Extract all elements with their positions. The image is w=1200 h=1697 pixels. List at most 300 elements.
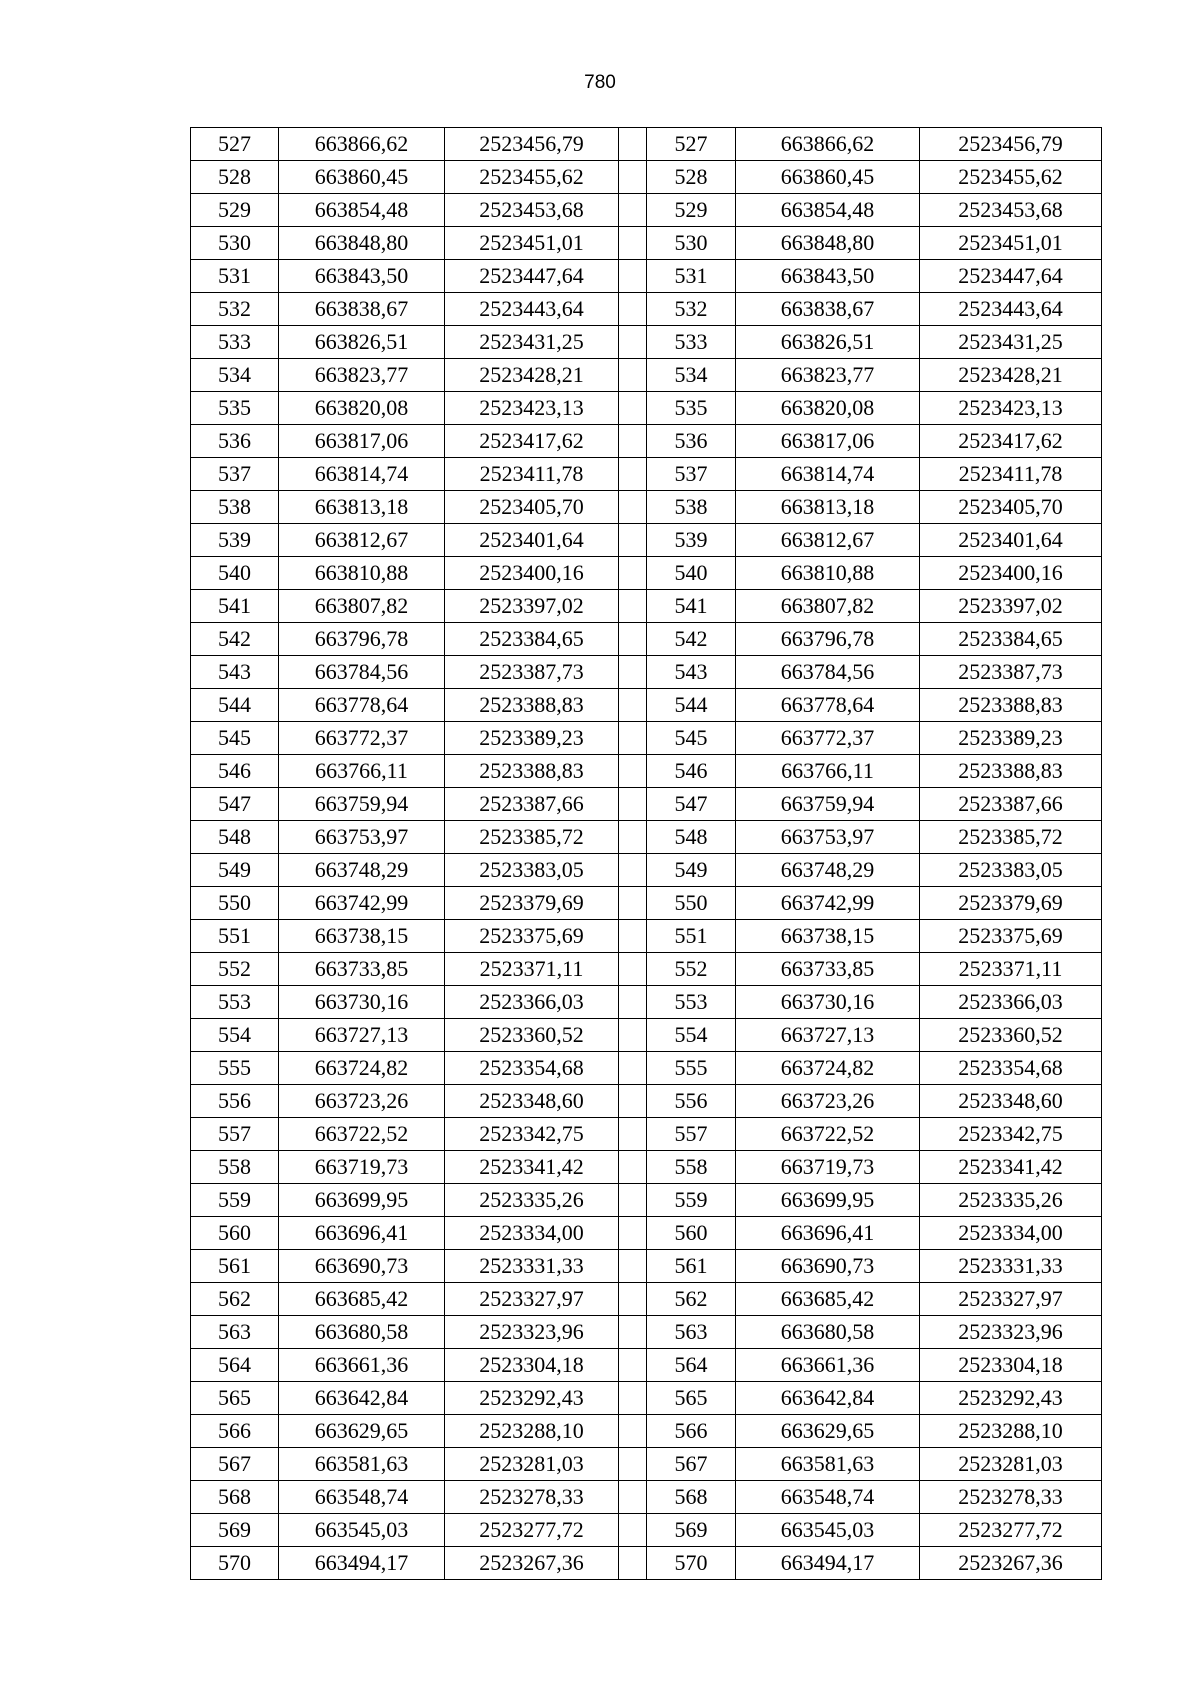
spacer-cell — [619, 1118, 647, 1151]
point-number-cell: 535 — [191, 392, 279, 425]
table-row — [191, 953, 1102, 986]
spacer-cell — [619, 293, 647, 326]
x-coordinate-cell: 663860,45 — [736, 161, 920, 194]
x-coordinate-cell: 663724,82 — [279, 1052, 445, 1085]
x-coordinate-cell: 663696,41 — [279, 1217, 445, 1250]
x-coordinate-cell: 663629,65 — [279, 1415, 445, 1448]
point-number-cell: 536 — [647, 425, 736, 458]
x-coordinate-cell: 663722,52 — [279, 1118, 445, 1151]
point-number-cell: 559 — [647, 1184, 736, 1217]
x-coordinate-cell: 663545,03 — [736, 1514, 920, 1547]
point-number-cell: 529 — [191, 194, 279, 227]
point-number-cell: 562 — [191, 1283, 279, 1316]
spacer-cell — [619, 1349, 647, 1382]
table-row — [191, 821, 1102, 854]
point-number-cell: 552 — [647, 953, 736, 986]
point-number-cell: 545 — [647, 722, 736, 755]
table-row — [191, 986, 1102, 1019]
spacer-cell — [619, 1547, 647, 1580]
x-coordinate-cell: 663730,16 — [736, 986, 920, 1019]
table-row — [191, 1316, 1102, 1349]
x-coordinate-cell: 663812,67 — [279, 524, 445, 557]
point-number-cell: 531 — [647, 260, 736, 293]
x-coordinate-cell: 663719,73 — [736, 1151, 920, 1184]
point-number-cell: 550 — [647, 887, 736, 920]
point-number-cell: 556 — [647, 1085, 736, 1118]
y-coordinate-cell: 2523335,26 — [445, 1184, 619, 1217]
spacer-cell — [619, 425, 647, 458]
coordinates-table-body — [191, 128, 1102, 1580]
spacer-cell — [619, 887, 647, 920]
y-coordinate-cell: 2523354,68 — [920, 1052, 1102, 1085]
point-number-cell: 564 — [191, 1349, 279, 1382]
y-coordinate-cell: 2523453,68 — [445, 194, 619, 227]
x-coordinate-cell: 663820,08 — [736, 392, 920, 425]
x-coordinate-cell: 663690,73 — [736, 1250, 920, 1283]
spacer-cell — [619, 161, 647, 194]
spacer-cell — [619, 1283, 647, 1316]
x-coordinate-cell: 663723,26 — [279, 1085, 445, 1118]
table-row — [191, 1085, 1102, 1118]
point-number-cell: 554 — [647, 1019, 736, 1052]
point-number-cell: 537 — [647, 458, 736, 491]
point-number-cell: 551 — [191, 920, 279, 953]
spacer-cell — [619, 854, 647, 887]
x-coordinate-cell: 663742,99 — [736, 887, 920, 920]
table-row — [191, 1019, 1102, 1052]
x-coordinate-cell: 663820,08 — [279, 392, 445, 425]
spacer-cell — [619, 326, 647, 359]
point-number-cell: 554 — [191, 1019, 279, 1052]
x-coordinate-cell: 663733,85 — [736, 953, 920, 986]
y-coordinate-cell: 2523354,68 — [445, 1052, 619, 1085]
table-row — [191, 194, 1102, 227]
y-coordinate-cell: 2523267,36 — [445, 1547, 619, 1580]
point-number-cell: 534 — [647, 359, 736, 392]
x-coordinate-cell: 663680,58 — [736, 1316, 920, 1349]
point-number-cell: 542 — [647, 623, 736, 656]
point-number-cell: 538 — [647, 491, 736, 524]
point-number-cell: 560 — [191, 1217, 279, 1250]
y-coordinate-cell: 2523455,62 — [445, 161, 619, 194]
point-number-cell: 561 — [647, 1250, 736, 1283]
x-coordinate-cell: 663545,03 — [279, 1514, 445, 1547]
point-number-cell: 556 — [191, 1085, 279, 1118]
x-coordinate-cell: 663823,77 — [279, 359, 445, 392]
point-number-cell: 552 — [191, 953, 279, 986]
point-number-cell: 557 — [191, 1118, 279, 1151]
table-row — [191, 392, 1102, 425]
y-coordinate-cell: 2523278,33 — [920, 1481, 1102, 1514]
x-coordinate-cell: 663661,36 — [736, 1349, 920, 1382]
x-coordinate-cell: 663494,17 — [736, 1547, 920, 1580]
y-coordinate-cell: 2523401,64 — [445, 524, 619, 557]
x-coordinate-cell: 663642,84 — [279, 1382, 445, 1415]
y-coordinate-cell: 2523387,66 — [920, 788, 1102, 821]
table-row — [191, 260, 1102, 293]
y-coordinate-cell: 2523281,03 — [445, 1448, 619, 1481]
spacer-cell — [619, 1382, 647, 1415]
point-number-cell: 558 — [191, 1151, 279, 1184]
table-row — [191, 161, 1102, 194]
y-coordinate-cell: 2523443,64 — [445, 293, 619, 326]
y-coordinate-cell: 2523371,11 — [920, 953, 1102, 986]
y-coordinate-cell: 2523443,64 — [920, 293, 1102, 326]
table-row — [191, 1118, 1102, 1151]
table-row — [191, 425, 1102, 458]
point-number-cell: 549 — [191, 854, 279, 887]
y-coordinate-cell: 2523447,64 — [920, 260, 1102, 293]
point-number-cell: 553 — [647, 986, 736, 1019]
x-coordinate-cell: 663848,80 — [736, 227, 920, 260]
spacer-cell — [619, 1448, 647, 1481]
point-number-cell: 547 — [647, 788, 736, 821]
table-row — [191, 524, 1102, 557]
x-coordinate-cell: 663814,74 — [279, 458, 445, 491]
point-number-cell: 569 — [191, 1514, 279, 1547]
y-coordinate-cell: 2523348,60 — [445, 1085, 619, 1118]
x-coordinate-cell: 663753,97 — [279, 821, 445, 854]
spacer-cell — [619, 953, 647, 986]
table-row — [191, 1283, 1102, 1316]
point-number-cell: 563 — [191, 1316, 279, 1349]
y-coordinate-cell: 2523335,26 — [920, 1184, 1102, 1217]
point-number-cell: 543 — [191, 656, 279, 689]
point-number-cell: 561 — [191, 1250, 279, 1283]
x-coordinate-cell: 663866,62 — [279, 128, 445, 161]
spacer-cell — [619, 986, 647, 1019]
x-coordinate-cell: 663854,48 — [736, 194, 920, 227]
table-row — [191, 623, 1102, 656]
point-number-cell: 555 — [191, 1052, 279, 1085]
y-coordinate-cell: 2523292,43 — [920, 1382, 1102, 1415]
spacer-cell — [619, 755, 647, 788]
y-coordinate-cell: 2523451,01 — [445, 227, 619, 260]
spacer-cell — [619, 656, 647, 689]
table-row — [191, 887, 1102, 920]
x-coordinate-cell: 663814,74 — [736, 458, 920, 491]
spacer-cell — [619, 128, 647, 161]
y-coordinate-cell: 2523331,33 — [920, 1250, 1102, 1283]
table-row — [191, 1184, 1102, 1217]
point-number-cell: 541 — [191, 590, 279, 623]
y-coordinate-cell: 2523456,79 — [920, 128, 1102, 161]
spacer-cell — [619, 788, 647, 821]
y-coordinate-cell: 2523401,64 — [920, 524, 1102, 557]
y-coordinate-cell: 2523455,62 — [920, 161, 1102, 194]
y-coordinate-cell: 2523387,73 — [445, 656, 619, 689]
point-number-cell: 536 — [191, 425, 279, 458]
y-coordinate-cell: 2523423,13 — [920, 392, 1102, 425]
table-row — [191, 128, 1102, 161]
x-coordinate-cell: 663723,26 — [736, 1085, 920, 1118]
table-row — [191, 557, 1102, 590]
x-coordinate-cell: 663772,37 — [736, 722, 920, 755]
x-coordinate-cell: 663753,97 — [736, 821, 920, 854]
spacer-cell — [619, 1481, 647, 1514]
x-coordinate-cell: 663866,62 — [736, 128, 920, 161]
x-coordinate-cell: 663696,41 — [736, 1217, 920, 1250]
x-coordinate-cell: 663730,16 — [279, 986, 445, 1019]
x-coordinate-cell: 663826,51 — [279, 326, 445, 359]
y-coordinate-cell: 2523411,78 — [445, 458, 619, 491]
x-coordinate-cell: 663812,67 — [736, 524, 920, 557]
point-number-cell: 551 — [647, 920, 736, 953]
x-coordinate-cell: 663685,42 — [736, 1283, 920, 1316]
x-coordinate-cell: 663548,74 — [736, 1481, 920, 1514]
spacer-cell — [619, 524, 647, 557]
point-number-cell: 558 — [647, 1151, 736, 1184]
y-coordinate-cell: 2523428,21 — [920, 359, 1102, 392]
y-coordinate-cell: 2523360,52 — [920, 1019, 1102, 1052]
point-number-cell: 560 — [647, 1217, 736, 1250]
x-coordinate-cell: 663810,88 — [736, 557, 920, 590]
table-row — [191, 1415, 1102, 1448]
y-coordinate-cell: 2523428,21 — [445, 359, 619, 392]
table-row — [191, 755, 1102, 788]
x-coordinate-cell: 663494,17 — [279, 1547, 445, 1580]
y-coordinate-cell: 2523453,68 — [920, 194, 1102, 227]
y-coordinate-cell: 2523327,97 — [920, 1283, 1102, 1316]
x-coordinate-cell: 663629,65 — [736, 1415, 920, 1448]
x-coordinate-cell: 663581,63 — [279, 1448, 445, 1481]
x-coordinate-cell: 663826,51 — [736, 326, 920, 359]
x-coordinate-cell: 663727,13 — [279, 1019, 445, 1052]
y-coordinate-cell: 2523389,23 — [445, 722, 619, 755]
x-coordinate-cell: 663784,56 — [736, 656, 920, 689]
point-number-cell: 539 — [191, 524, 279, 557]
y-coordinate-cell: 2523384,65 — [445, 623, 619, 656]
coordinates-table — [190, 127, 1102, 1580]
y-coordinate-cell: 2523431,25 — [920, 326, 1102, 359]
point-number-cell: 546 — [647, 755, 736, 788]
table-row — [191, 1349, 1102, 1382]
point-number-cell: 527 — [191, 128, 279, 161]
x-coordinate-cell: 663738,15 — [736, 920, 920, 953]
y-coordinate-cell: 2523385,72 — [920, 821, 1102, 854]
spacer-cell — [619, 392, 647, 425]
y-coordinate-cell: 2523389,23 — [920, 722, 1102, 755]
point-number-cell: 548 — [647, 821, 736, 854]
y-coordinate-cell: 2523278,33 — [445, 1481, 619, 1514]
y-coordinate-cell: 2523379,69 — [445, 887, 619, 920]
point-number-cell: 539 — [647, 524, 736, 557]
table-row — [191, 1052, 1102, 1085]
point-number-cell: 543 — [647, 656, 736, 689]
spacer-cell — [619, 194, 647, 227]
y-coordinate-cell: 2523334,00 — [445, 1217, 619, 1250]
y-coordinate-cell: 2523277,72 — [920, 1514, 1102, 1547]
x-coordinate-cell: 663548,74 — [279, 1481, 445, 1514]
point-number-cell: 544 — [647, 689, 736, 722]
x-coordinate-cell: 663848,80 — [279, 227, 445, 260]
spacer-cell — [619, 1514, 647, 1547]
y-coordinate-cell: 2523371,11 — [445, 953, 619, 986]
table-row — [191, 590, 1102, 623]
point-number-cell: 541 — [647, 590, 736, 623]
y-coordinate-cell: 2523400,16 — [920, 557, 1102, 590]
table-row — [191, 1547, 1102, 1580]
spacer-cell — [619, 1217, 647, 1250]
point-number-cell: 549 — [647, 854, 736, 887]
y-coordinate-cell: 2523388,83 — [445, 689, 619, 722]
y-coordinate-cell: 2523323,96 — [445, 1316, 619, 1349]
y-coordinate-cell: 2523417,62 — [445, 425, 619, 458]
y-coordinate-cell: 2523423,13 — [445, 392, 619, 425]
point-number-cell: 548 — [191, 821, 279, 854]
y-coordinate-cell: 2523405,70 — [920, 491, 1102, 524]
point-number-cell: 559 — [191, 1184, 279, 1217]
spacer-cell — [619, 1184, 647, 1217]
x-coordinate-cell: 663860,45 — [279, 161, 445, 194]
point-number-cell: 562 — [647, 1283, 736, 1316]
point-number-cell: 540 — [191, 557, 279, 590]
point-number-cell: 565 — [191, 1382, 279, 1415]
y-coordinate-cell: 2523388,83 — [445, 755, 619, 788]
table-row — [191, 656, 1102, 689]
x-coordinate-cell: 663699,95 — [736, 1184, 920, 1217]
point-number-cell: 530 — [191, 227, 279, 260]
y-coordinate-cell: 2523267,36 — [920, 1547, 1102, 1580]
table-row — [191, 1151, 1102, 1184]
y-coordinate-cell: 2523397,02 — [445, 590, 619, 623]
y-coordinate-cell: 2523304,18 — [920, 1349, 1102, 1382]
x-coordinate-cell: 663722,52 — [736, 1118, 920, 1151]
x-coordinate-cell: 663784,56 — [279, 656, 445, 689]
y-coordinate-cell: 2523327,97 — [445, 1283, 619, 1316]
y-coordinate-cell: 2523292,43 — [445, 1382, 619, 1415]
x-coordinate-cell: 663685,42 — [279, 1283, 445, 1316]
x-coordinate-cell: 663772,37 — [279, 722, 445, 755]
x-coordinate-cell: 663813,18 — [279, 491, 445, 524]
x-coordinate-cell: 663843,50 — [736, 260, 920, 293]
spacer-cell — [619, 1019, 647, 1052]
table-row — [191, 491, 1102, 524]
table-row — [191, 1217, 1102, 1250]
y-coordinate-cell: 2523342,75 — [920, 1118, 1102, 1151]
x-coordinate-cell: 663766,11 — [279, 755, 445, 788]
y-coordinate-cell: 2523383,05 — [445, 854, 619, 887]
point-number-cell: 563 — [647, 1316, 736, 1349]
point-number-cell: 570 — [647, 1547, 736, 1580]
point-number-cell: 532 — [647, 293, 736, 326]
point-number-cell: 570 — [191, 1547, 279, 1580]
x-coordinate-cell: 663807,82 — [279, 590, 445, 623]
x-coordinate-cell: 663661,36 — [279, 1349, 445, 1382]
point-number-cell: 527 — [647, 128, 736, 161]
table-row — [191, 689, 1102, 722]
x-coordinate-cell: 663766,11 — [736, 755, 920, 788]
x-coordinate-cell: 663680,58 — [279, 1316, 445, 1349]
x-coordinate-cell: 663581,63 — [736, 1448, 920, 1481]
y-coordinate-cell: 2523379,69 — [920, 887, 1102, 920]
x-coordinate-cell: 663742,99 — [279, 887, 445, 920]
y-coordinate-cell: 2523288,10 — [920, 1415, 1102, 1448]
point-number-cell: 569 — [647, 1514, 736, 1547]
x-coordinate-cell: 663690,73 — [279, 1250, 445, 1283]
spacer-cell — [619, 590, 647, 623]
x-coordinate-cell: 663838,67 — [279, 293, 445, 326]
x-coordinate-cell: 663854,48 — [279, 194, 445, 227]
y-coordinate-cell: 2523360,52 — [445, 1019, 619, 1052]
table-row — [191, 1481, 1102, 1514]
y-coordinate-cell: 2523304,18 — [445, 1349, 619, 1382]
y-coordinate-cell: 2523387,73 — [920, 656, 1102, 689]
x-coordinate-cell: 663843,50 — [279, 260, 445, 293]
point-number-cell: 567 — [647, 1448, 736, 1481]
y-coordinate-cell: 2523277,72 — [445, 1514, 619, 1547]
y-coordinate-cell: 2523387,66 — [445, 788, 619, 821]
spacer-cell — [619, 260, 647, 293]
y-coordinate-cell: 2523397,02 — [920, 590, 1102, 623]
x-coordinate-cell: 663733,85 — [279, 953, 445, 986]
table-row — [191, 1250, 1102, 1283]
point-number-cell: 537 — [191, 458, 279, 491]
x-coordinate-cell: 663642,84 — [736, 1382, 920, 1415]
x-coordinate-cell: 663748,29 — [736, 854, 920, 887]
table-row — [191, 293, 1102, 326]
x-coordinate-cell: 663719,73 — [279, 1151, 445, 1184]
y-coordinate-cell: 2523388,83 — [920, 689, 1102, 722]
spacer-cell — [619, 1151, 647, 1184]
point-number-cell: 544 — [191, 689, 279, 722]
x-coordinate-cell: 663724,82 — [736, 1052, 920, 1085]
spacer-cell — [619, 491, 647, 524]
y-coordinate-cell: 2523281,03 — [920, 1448, 1102, 1481]
x-coordinate-cell: 663838,67 — [736, 293, 920, 326]
y-coordinate-cell: 2523334,00 — [920, 1217, 1102, 1250]
point-number-cell: 538 — [191, 491, 279, 524]
point-number-cell: 557 — [647, 1118, 736, 1151]
table-row — [191, 788, 1102, 821]
x-coordinate-cell: 663778,64 — [736, 689, 920, 722]
y-coordinate-cell: 2523451,01 — [920, 227, 1102, 260]
y-coordinate-cell: 2523400,16 — [445, 557, 619, 590]
table-row — [191, 722, 1102, 755]
x-coordinate-cell: 663817,06 — [736, 425, 920, 458]
y-coordinate-cell: 2523375,69 — [920, 920, 1102, 953]
point-number-cell: 567 — [191, 1448, 279, 1481]
y-coordinate-cell: 2523348,60 — [920, 1085, 1102, 1118]
y-coordinate-cell: 2523341,42 — [920, 1151, 1102, 1184]
spacer-cell — [619, 1316, 647, 1349]
table-row — [191, 458, 1102, 491]
point-number-cell: 550 — [191, 887, 279, 920]
table-row — [191, 359, 1102, 392]
point-number-cell: 529 — [647, 194, 736, 227]
x-coordinate-cell: 663796,78 — [736, 623, 920, 656]
point-number-cell: 533 — [191, 326, 279, 359]
point-number-cell: 542 — [191, 623, 279, 656]
y-coordinate-cell: 2523366,03 — [445, 986, 619, 1019]
point-number-cell: 531 — [191, 260, 279, 293]
spacer-cell — [619, 821, 647, 854]
spacer-cell — [619, 359, 647, 392]
point-number-cell: 547 — [191, 788, 279, 821]
y-coordinate-cell: 2523288,10 — [445, 1415, 619, 1448]
x-coordinate-cell: 663748,29 — [279, 854, 445, 887]
y-coordinate-cell: 2523405,70 — [445, 491, 619, 524]
point-number-cell: 528 — [191, 161, 279, 194]
x-coordinate-cell: 663759,94 — [279, 788, 445, 821]
table-row — [191, 1382, 1102, 1415]
point-number-cell: 566 — [191, 1415, 279, 1448]
y-coordinate-cell: 2523341,42 — [445, 1151, 619, 1184]
x-coordinate-cell: 663778,64 — [279, 689, 445, 722]
spacer-cell — [619, 722, 647, 755]
table-row — [191, 227, 1102, 260]
y-coordinate-cell: 2523375,69 — [445, 920, 619, 953]
